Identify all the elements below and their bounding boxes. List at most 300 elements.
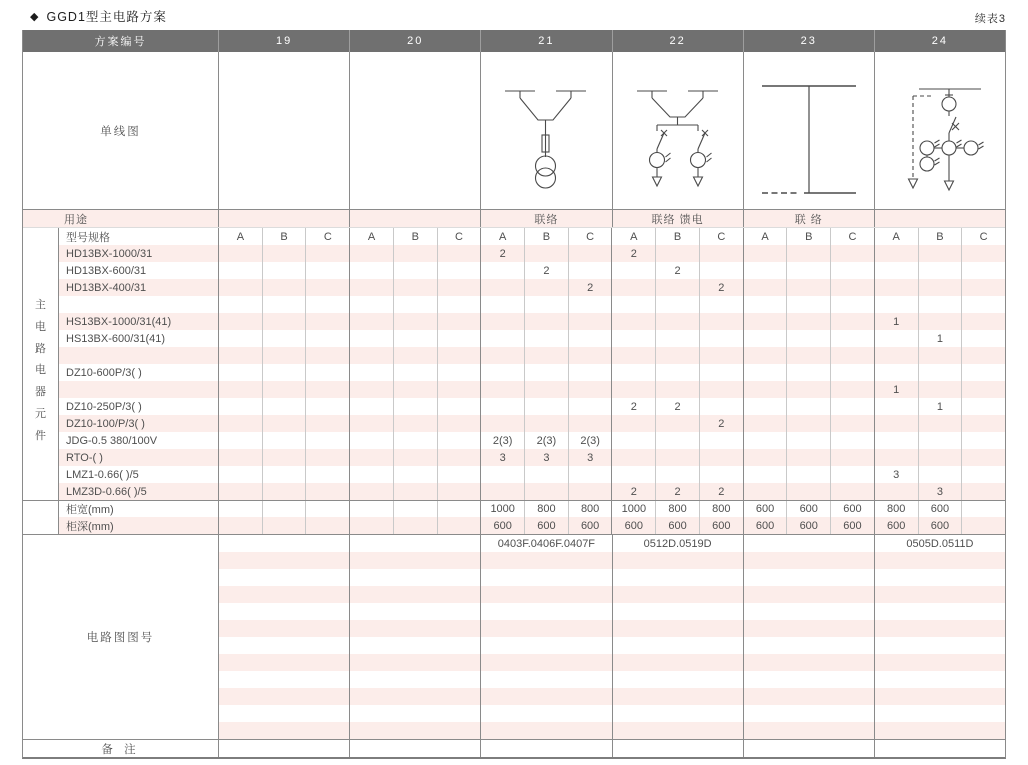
header-scheme-19: 19: [218, 30, 349, 52]
drawing-number-cell-24: [874, 620, 1005, 637]
cell-24-C: [961, 415, 1005, 432]
drawing-number-cell-19: [218, 552, 349, 569]
drawing-number-cell-24: [874, 552, 1005, 569]
cell-20-C: [437, 466, 481, 483]
remark-cell-21: [480, 740, 611, 757]
cell-20-C: [437, 483, 481, 500]
cell-21-B: 3: [524, 449, 568, 466]
table-row: [23, 313, 1005, 330]
drawing-number-cell-19: [218, 688, 349, 705]
cell-21-A: 2(3): [480, 432, 524, 449]
cell-24-B: 600: [918, 501, 962, 517]
cell-23-C: [830, 466, 874, 483]
drawing-number-row: [218, 671, 1005, 688]
subcol-header-20-C: C: [437, 228, 481, 245]
group-label-char-1: 电: [35, 320, 46, 333]
cell-21-C: [568, 483, 612, 500]
drawing-number-cell-22: [612, 569, 743, 586]
cell-21-A: 1000: [480, 501, 524, 517]
cell-21-C: [568, 330, 612, 347]
cell-24-A: [874, 483, 918, 500]
cell-20-B: [393, 449, 437, 466]
cell-19-B: [262, 364, 306, 381]
cell-24-A: [874, 415, 918, 432]
drawing-number-cell-20: [349, 637, 480, 654]
cell-22-A: 600: [611, 517, 655, 534]
cell-20-A: [349, 313, 393, 330]
cell-24-C: [961, 296, 1005, 313]
cell-24-A: 1: [874, 381, 918, 398]
cell-21-C: [568, 262, 612, 279]
cell-22-A: 2: [611, 483, 655, 500]
cell-19-B: [262, 279, 306, 296]
cell-22-C: 600: [699, 517, 743, 534]
cell-19-C: [305, 381, 349, 398]
cell-24-B: [918, 364, 962, 381]
cell-24-C: [961, 466, 1005, 483]
cell-19-C: [305, 296, 349, 313]
drawing-number-cell-21: [480, 705, 611, 722]
cell-22-A: [611, 415, 655, 432]
cell-23-C: [830, 381, 874, 398]
cell-21-A: [480, 381, 524, 398]
cell-23-C: [830, 245, 874, 262]
drawing-number-cell-24: [874, 603, 1005, 620]
cell-22-A: [611, 432, 655, 449]
cell-24-C: [961, 279, 1005, 296]
cell-21-C: 600: [568, 517, 612, 534]
cell-23-A: [743, 347, 787, 364]
cell-20-A: [349, 245, 393, 262]
cell-22-C: [699, 449, 743, 466]
cell-23-A: 600: [743, 501, 787, 517]
table-row: [23, 262, 1005, 279]
cell-24-C: [961, 483, 1005, 500]
group-label-char-0: 主: [35, 299, 46, 311]
cell-19-C: [305, 347, 349, 364]
cell-23-C: [830, 415, 874, 432]
cell-24-B: [918, 262, 962, 279]
cell-21-B: [524, 364, 568, 381]
subcol-header-22-B: B: [655, 228, 699, 245]
table-row: [23, 364, 1005, 381]
cell-22-C: [699, 262, 743, 279]
cell-19-B: [262, 501, 306, 517]
rows-wrap: [23, 210, 1005, 534]
cell-20-C: [437, 330, 481, 347]
cell-22-C: [699, 466, 743, 483]
cell-23-B: [786, 313, 830, 330]
cell-20-C: [437, 245, 481, 262]
cell-21-B: [524, 279, 568, 296]
subcol-header-24-C: C: [961, 228, 1005, 245]
cell-19-A: [218, 483, 262, 500]
cell-24-A: 3: [874, 466, 918, 483]
cell-19-A: [218, 381, 262, 398]
remark-cell-24: [874, 740, 1005, 757]
cell-21-B: [524, 398, 568, 415]
drawing-number-cell-24: [874, 654, 1005, 671]
usage-value-scheme-23: 联 络: [743, 210, 874, 227]
cell-22-C: [699, 330, 743, 347]
cell-24-B: 3: [918, 483, 962, 500]
header-scheme-22: 22: [612, 30, 743, 52]
cell-19-B: [262, 466, 306, 483]
cell-22-A: 2: [611, 245, 655, 262]
drawing-number-cell-22: [612, 552, 743, 569]
cell-21-A: [480, 398, 524, 415]
drawing-number-cell-22: [612, 637, 743, 654]
diagram-row: [23, 52, 1005, 210]
cell-24-A: [874, 449, 918, 466]
cell-21-C: 800: [568, 501, 612, 517]
cell-22-B: 2: [655, 483, 699, 500]
row-label: 柜深(mm): [58, 517, 218, 534]
cell-23-C: [830, 483, 874, 500]
cell-24-C: [961, 501, 1005, 517]
row-label: [58, 381, 218, 398]
header-scheme-23: 23: [743, 30, 874, 52]
drawing-number-cell-24: [874, 722, 1005, 739]
subheader-row: [23, 228, 1005, 245]
cell-19-B: [262, 296, 306, 313]
cell-22-A: [611, 296, 655, 313]
cell-24-B: [918, 347, 962, 364]
drawing-number-row: [218, 654, 1005, 671]
cell-24-A: 800: [874, 501, 918, 517]
drawing-number-cell-22: [612, 620, 743, 637]
row-label: HD13BX-1000/31: [58, 245, 218, 262]
cell-24-C: [961, 517, 1005, 534]
cell-20-C: [437, 415, 481, 432]
cell-21-A: [480, 330, 524, 347]
cell-23-C: [830, 347, 874, 364]
drawing-number-cell-22: [612, 603, 743, 620]
table-row: [23, 466, 1005, 483]
cell-23-A: [743, 245, 787, 262]
drawing-number-cell-24: 0505D.0511D: [874, 535, 1005, 552]
cell-20-B: [393, 364, 437, 381]
subcol-header-19-A: A: [218, 228, 262, 245]
cell-24-A: [874, 279, 918, 296]
subcol-header-21-B: B: [524, 228, 568, 245]
cell-23-B: [786, 347, 830, 364]
cell-22-A: [611, 449, 655, 466]
cell-20-A: [349, 432, 393, 449]
cell-22-C: [699, 364, 743, 381]
drawing-number-cell-22: [612, 586, 743, 603]
cell-19-A: [218, 262, 262, 279]
drawing-number-row: [218, 603, 1005, 620]
drawing-number-row: [218, 705, 1005, 722]
cell-23-B: [786, 364, 830, 381]
cell-24-C: [961, 262, 1005, 279]
cell-23-B: [786, 449, 830, 466]
drawing-number-cell-23: [743, 688, 874, 705]
cell-21-C: [568, 466, 612, 483]
cell-22-C: [699, 381, 743, 398]
table-row: [23, 415, 1005, 432]
cell-24-B: [918, 296, 962, 313]
row-strip: [23, 262, 58, 279]
cell-24-C: [961, 313, 1005, 330]
cell-21-B: [524, 347, 568, 364]
subcol-header-23-A: A: [743, 228, 787, 245]
cell-23-B: [786, 415, 830, 432]
drawing-number-row: [218, 535, 1005, 552]
drawing-number-cell-21: [480, 620, 611, 637]
diagram-cell-23: [743, 52, 874, 209]
single-line-diagram-22-icon: [613, 53, 743, 209]
table-row: [23, 381, 1005, 398]
drawing-number-row: [218, 569, 1005, 586]
drawing-number-cell-22: 0512D.0519D: [612, 535, 743, 552]
cell-22-A: [611, 313, 655, 330]
row-label: HS13BX-600/31(41): [58, 330, 218, 347]
cell-20-B: [393, 398, 437, 415]
drawing-number-cell-20: [349, 569, 480, 586]
cell-21-C: [568, 415, 612, 432]
cell-22-B: 2: [655, 262, 699, 279]
table-row: [23, 483, 1005, 500]
cell-19-A: [218, 364, 262, 381]
cell-24-C: [961, 364, 1005, 381]
cell-23-A: [743, 449, 787, 466]
cell-19-A: [218, 517, 262, 534]
cell-19-C: [305, 279, 349, 296]
cell-23-B: [786, 381, 830, 398]
cell-24-C: [961, 449, 1005, 466]
header-label: 方案编号: [94, 36, 147, 48]
cell-19-C: [305, 501, 349, 517]
cell-21-A: [480, 415, 524, 432]
drawing-number-row: [218, 586, 1005, 603]
cell-20-C: [437, 313, 481, 330]
cell-19-A: [218, 347, 262, 364]
drawing-number-cell-20: [349, 671, 480, 688]
subcol-header-24-A: A: [874, 228, 918, 245]
cell-20-A: [349, 296, 393, 313]
row-strip: [23, 483, 58, 500]
cell-24-B: [918, 279, 962, 296]
cell-21-C: [568, 364, 612, 381]
cell-22-B: [655, 432, 699, 449]
cell-20-B: [393, 262, 437, 279]
cell-23-A: [743, 279, 787, 296]
usage-row: [23, 210, 1005, 228]
cell-24-A: [874, 245, 918, 262]
drawing-number-cell-21: [480, 654, 611, 671]
remark-cell-19: [218, 740, 349, 757]
cell-19-C: [305, 449, 349, 466]
usage-value-scheme-21: 联络: [480, 210, 611, 227]
row-label: [58, 347, 218, 364]
cell-22-B: [655, 279, 699, 296]
cell-20-C: [437, 279, 481, 296]
table-row: [23, 398, 1005, 415]
cell-22-A: 2: [611, 398, 655, 415]
cell-24-B: 600: [918, 517, 962, 534]
cell-21-A: [480, 262, 524, 279]
row-label: HS13BX-1000/31(41): [58, 313, 218, 330]
cell-21-B: [524, 466, 568, 483]
cell-20-A: [349, 330, 393, 347]
cell-21-A: [480, 347, 524, 364]
cell-22-A: [611, 347, 655, 364]
cell-20-C: [437, 517, 481, 534]
cell-22-B: 2: [655, 398, 699, 415]
page-title: [30, 7, 167, 25]
drawing-number-section: [23, 534, 1005, 739]
cell-20-C: [437, 381, 481, 398]
cell-22-A: [611, 364, 655, 381]
cell-24-A: [874, 330, 918, 347]
cell-22-B: [655, 313, 699, 330]
cell-19-A: [218, 296, 262, 313]
drawing-number-cell-20: [349, 620, 480, 637]
row-label: LMZ1-0.66( )/5: [58, 466, 218, 483]
cell-22-C: [699, 347, 743, 364]
table-header-row: [23, 30, 1005, 52]
cell-21-C: [568, 381, 612, 398]
single-line-diagram-23-icon: [744, 53, 874, 209]
drawing-number-cell-20: [349, 722, 480, 739]
cell-20-B: [393, 483, 437, 500]
drawing-number-row: [218, 722, 1005, 739]
drawing-section-label: 电路图图号: [86, 632, 155, 644]
table-row: [23, 347, 1005, 364]
group-label-char-6: 件: [35, 429, 46, 442]
subcol-header-24-B: B: [918, 228, 962, 245]
cell-24-B: 1: [918, 330, 962, 347]
cell-19-B: [262, 432, 306, 449]
header-scheme-21: 21: [480, 30, 611, 52]
table-row: [23, 449, 1005, 466]
cell-23-A: [743, 415, 787, 432]
cell-22-A: 1000: [611, 501, 655, 517]
usage-label: 用途: [23, 210, 218, 227]
subheader-label: 型号规格: [58, 228, 218, 245]
cell-22-B: [655, 296, 699, 313]
remark-label: 备 注: [101, 743, 140, 756]
drawing-number-cell-19: [218, 654, 349, 671]
cell-20-A: [349, 483, 393, 500]
cell-22-C: 2: [699, 279, 743, 296]
drawing-number-cell-23: [743, 671, 874, 688]
table-row: [23, 500, 1005, 517]
drawing-number-cell-21: [480, 722, 611, 739]
drawing-number-cell-22: [612, 654, 743, 671]
group-label-char-2: 路: [35, 342, 46, 355]
row-label: [58, 296, 218, 313]
cell-19-A: [218, 398, 262, 415]
cell-19-B: [262, 517, 306, 534]
cell-23-C: 600: [830, 517, 874, 534]
drawing-number-cell-23: [743, 705, 874, 722]
remark-cell-23: [743, 740, 874, 757]
row-label: HD13BX-400/31: [58, 279, 218, 296]
table-row: [23, 279, 1005, 296]
drawing-number-cell-23: [743, 654, 874, 671]
group-label-char-5: 元: [35, 408, 46, 421]
cell-20-B: [393, 296, 437, 313]
cell-20-A: [349, 262, 393, 279]
drawing-number-cell-22: [612, 705, 743, 722]
drawing-number-cell-24: [874, 586, 1005, 603]
cell-23-A: [743, 296, 787, 313]
diagram-cell-20: [349, 52, 480, 209]
cell-23-B: [786, 245, 830, 262]
drawing-number-cell-22: [612, 688, 743, 705]
drawing-number-cell-21: [480, 569, 611, 586]
cell-20-B: [393, 415, 437, 432]
cell-21-B: [524, 415, 568, 432]
diagram-cell-24: [874, 52, 1005, 209]
cell-19-A: [218, 432, 262, 449]
drawing-number-cell-24: [874, 688, 1005, 705]
continuation-note: 续表3: [974, 13, 1006, 25]
table-row: [23, 330, 1005, 347]
cell-22-B: [655, 245, 699, 262]
cell-24-B: [918, 313, 962, 330]
subcol-header-22-A: A: [611, 228, 655, 245]
diagram-row-label: 单线图: [100, 125, 141, 138]
drawing-number-cell-20: [349, 654, 480, 671]
cell-22-C: 2: [699, 483, 743, 500]
subcol-header-22-C: C: [699, 228, 743, 245]
cell-19-A: [218, 449, 262, 466]
usage-value-scheme-24: [874, 210, 1005, 227]
cell-21-C: 3: [568, 449, 612, 466]
cell-23-A: [743, 432, 787, 449]
cell-20-A: [349, 517, 393, 534]
cell-20-A: [349, 501, 393, 517]
row-strip: [23, 501, 58, 517]
drawing-number-rows: [218, 535, 1005, 739]
header-scheme-20: 20: [349, 30, 480, 52]
cell-21-A: [480, 483, 524, 500]
drawing-number-cell-20: [349, 586, 480, 603]
cell-19-C: [305, 330, 349, 347]
cell-23-A: [743, 313, 787, 330]
cell-19-C: [305, 466, 349, 483]
drawing-number-cell-20: [349, 535, 480, 552]
drawing-number-cell-20: [349, 552, 480, 569]
cell-24-B: 1: [918, 398, 962, 415]
cell-23-B: 600: [786, 517, 830, 534]
cell-24-A: [874, 262, 918, 279]
subcol-header-23-C: C: [830, 228, 874, 245]
cell-23-B: [786, 483, 830, 500]
cell-23-B: [786, 466, 830, 483]
cell-20-A: [349, 381, 393, 398]
cell-22-B: 600: [655, 517, 699, 534]
cell-21-B: 2: [524, 262, 568, 279]
cell-21-A: [480, 313, 524, 330]
cell-21-B: 2(3): [524, 432, 568, 449]
cell-19-B: [262, 330, 306, 347]
row-strip: [23, 466, 58, 483]
cell-19-B: [262, 415, 306, 432]
cell-19-A: [218, 415, 262, 432]
cell-21-C: [568, 245, 612, 262]
drawing-number-cell-21: [480, 552, 611, 569]
cell-20-C: [437, 501, 481, 517]
cell-22-C: [699, 398, 743, 415]
drawing-number-cell-23: [743, 722, 874, 739]
cell-23-C: [830, 279, 874, 296]
cell-20-B: [393, 501, 437, 517]
